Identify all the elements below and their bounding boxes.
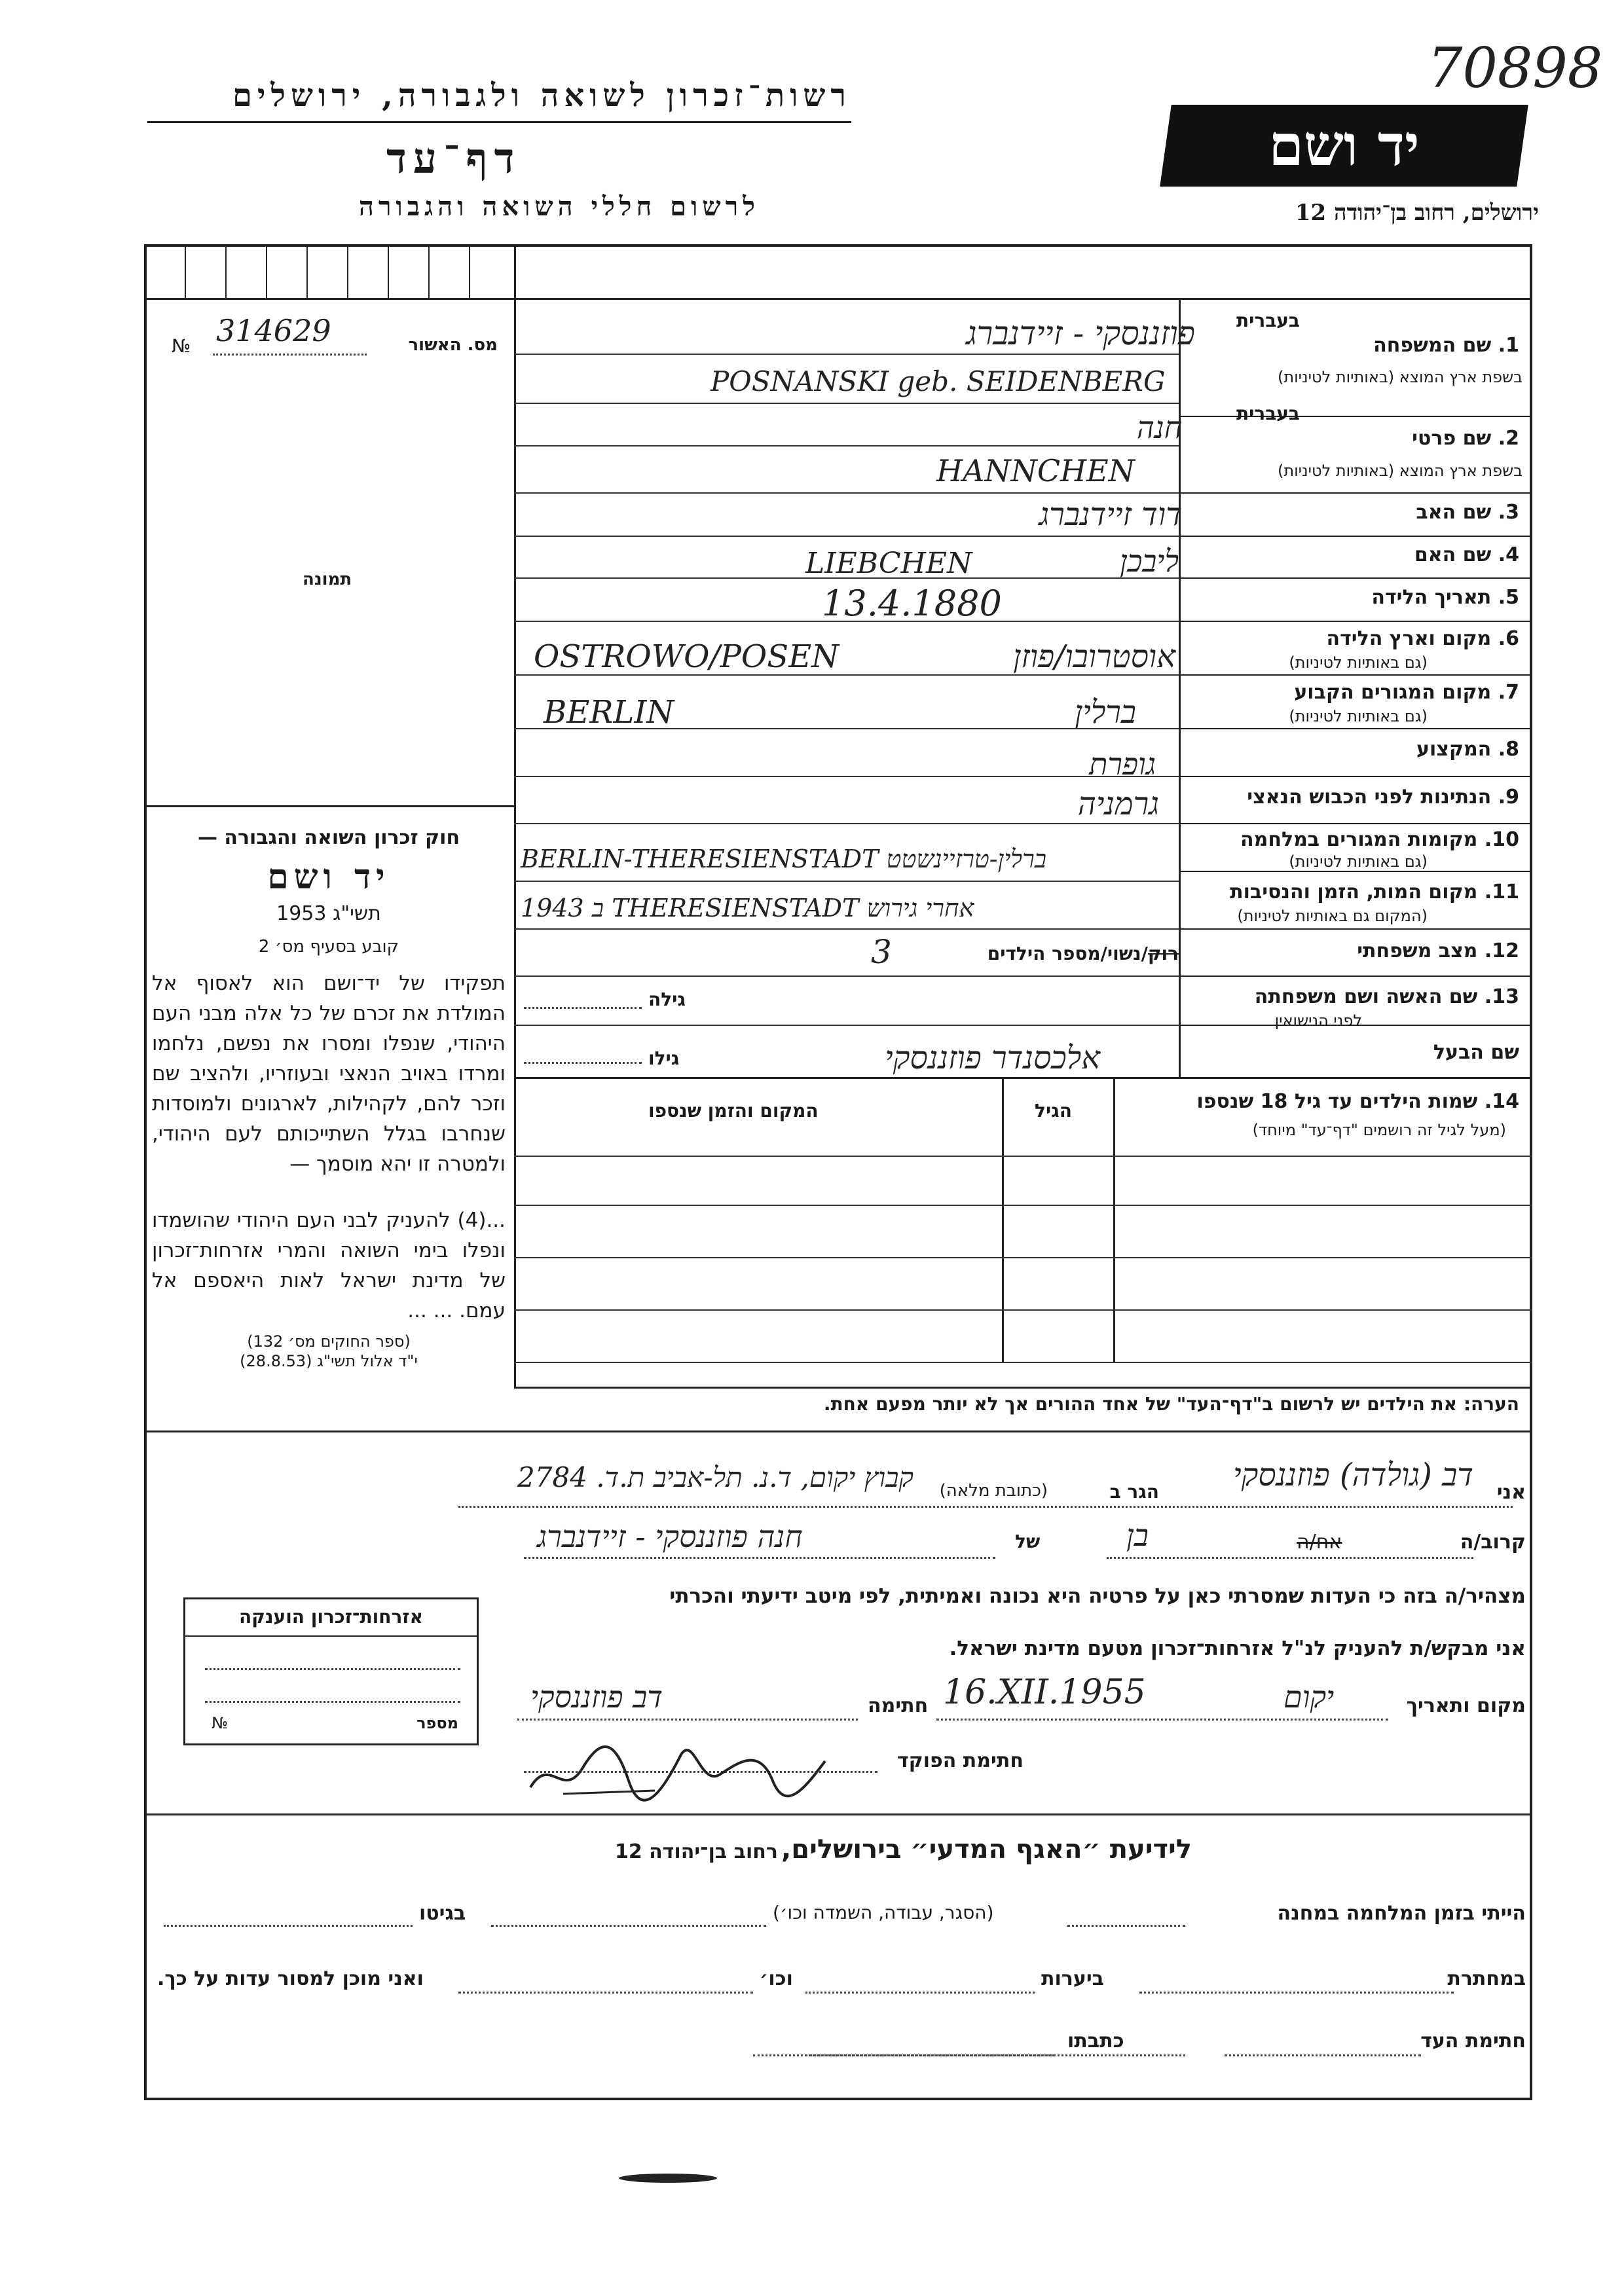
children-section-label: 14. שמות הילדים עד גיל 18 שנספו — [1196, 1090, 1519, 1113]
mother-name-latin: LIEBCHEN — [805, 547, 972, 580]
declarant-name: דב (גולדה) פוזננסקי — [1233, 1457, 1473, 1493]
law-title: חוק זכרון השואה והגבורה — — [197, 826, 460, 849]
field-8-label: 8. המקצוע — [1416, 738, 1519, 761]
science-ghetto-label: בגיטו — [419, 1902, 466, 1925]
surname-hebrew: פוזננסקי - זיידנברג — [966, 314, 1195, 352]
officer-signature-label: חתימת הפוקד — [897, 1749, 1024, 1772]
field-1-label: 1. שם המשפחה — [1373, 334, 1519, 357]
profession: גופרת — [1089, 746, 1156, 782]
declaration-ani: אני — [1496, 1481, 1526, 1504]
declaration-relative: קרוב/ה — [1460, 1531, 1526, 1554]
science-testimony-label: ואני מוכן למסור עדות על כך. — [157, 1967, 424, 1990]
field-13-sublabel: לפני הנישואין — [1274, 1011, 1362, 1030]
form-subtitle: לרשום חללי השואה והגבורה — [358, 191, 760, 222]
wartime-residence: BERLIN-THERESIENSTADT ברלין-טרזיינשטט — [521, 845, 1047, 873]
top-strip-line — [144, 298, 1532, 300]
relation-value: בן — [1126, 1518, 1149, 1553]
first-name-latin: HANNCHEN — [936, 453, 1135, 488]
science-title-main: לידיעת ״האגף המדעי״ בירושלים, — [781, 1834, 1192, 1865]
marital-status-options — [987, 943, 1179, 964]
law-year: תשי"ג 1953 — [276, 902, 381, 925]
law-paragraph-2: ...(4) להעניק לבני העם היהודי שהושמדו ונפלו בימי השואה והמרי אזרחות־זכרון של מדינת ישראל לאות היאספם אל עמם. ... ... — [152, 1209, 506, 1322]
approval-label: מס. האשור — [408, 335, 498, 355]
organization-line: רשות־זכרון לשואה ולגבורה, ירושלים — [232, 77, 851, 114]
law-paragraph-1: תפקידו של יד־ושם הוא לאסוף אל המולדת את זכרם של כל אלה מבני העם היהודי, שנפלו ומסרו את נפשם, נלחמו ומרדו באויב הנאצי ובעוזריו, ולהציב שם וזכר להם, לקהילות, לארגונים ולמוסדות שנחרבו בגלל השתייכותם לעם היהודי, ולמטרה זו יהא מוסמך — — [152, 972, 506, 1176]
children-section-sublabel: (מעל לגיל זה רושמים "דף־עד" מיוחד) — [1252, 1121, 1506, 1139]
science-forests-label: ביערות — [1041, 1967, 1104, 1990]
witness-signature-label: חתימת העד — [1420, 2030, 1526, 2052]
left-column-divider — [514, 244, 516, 1387]
field-7-sublabel: (גם באותיות לטיניות) — [1289, 707, 1428, 725]
declaration-request: אני מבקש/ת להעניק לנ"ל אזרחות־זכרון מטעם מדינת ישראל. — [949, 1637, 1526, 1660]
law-reference-2: י"ד אלול תשי"ג (28.8.53) — [240, 1352, 418, 1370]
hebrew-tag-1: בעברית — [1236, 310, 1300, 331]
declaration-statement: מצהיר/ה בזה כי העדות שמסרתי כאן על פרטיה היא נכונה ואמיתית, לפי מיטב ידיעתי והכרתי — [669, 1584, 1526, 1608]
science-title — [615, 1834, 1192, 1865]
citizenship-number-symbol: № — [212, 1714, 228, 1732]
citizenship-number-label: מספר — [416, 1714, 458, 1732]
archive-number: 70898 — [1428, 36, 1603, 100]
field-5-label: 5. תאריך הלידה — [1371, 586, 1519, 609]
declarant-signature: דב פוזננסקי — [530, 1679, 663, 1715]
nationality: גרמניה — [1077, 786, 1159, 822]
husband-name: אלכסנדר פוזננסקי — [885, 1040, 1100, 1076]
wife-age-label: גילה — [648, 989, 686, 1010]
marital-status-struck: רוק — [1147, 943, 1179, 964]
field-2-sublabel: בשפת ארץ המוצא (באותיות לטיניות) — [1278, 462, 1522, 480]
residence-hebrew: ברלין — [1075, 694, 1136, 731]
death-details: 1943 ב THERESIENSTADT אחרי גירוש — [521, 894, 974, 922]
signature-label: חתימה — [868, 1694, 929, 1717]
photo-label: תמונה — [303, 570, 352, 589]
field-12-label: 12. מצב משפחתי — [1357, 939, 1519, 962]
birth-date: 13.4.1880 — [822, 583, 1002, 624]
declarant-address: קבוץ יקום, ד.נ. תל-אביב ת.ד. 2784 — [517, 1461, 913, 1493]
husband-label: שם הבעל — [1433, 1041, 1519, 1064]
science-etc-label: וכו׳ — [760, 1967, 793, 1990]
field-1-sublabel: בשפת ארץ המוצא (באותיות לטיניות) — [1278, 368, 1522, 386]
approval-symbol: № — [172, 335, 191, 357]
children-count: 3 — [871, 933, 892, 971]
declaration-lives-at: הגר ב — [1109, 1481, 1159, 1503]
org-underline — [147, 121, 851, 123]
marital-status-rest: /נשוי/מספר הילדים — [987, 943, 1148, 964]
yad-vashem-logo — [1160, 105, 1528, 187]
field-4-label: 4. שם האם — [1414, 543, 1519, 566]
science-title-address: רחוב בן־יהודה 12 — [614, 1840, 778, 1863]
citizenship-box-title: אזרחות־זכרון הוענקה — [239, 1606, 423, 1628]
field-6-label: 6. מקום וארץ הלידה — [1326, 627, 1519, 650]
field-13-label: 13. שם האשה ושם משפחתה — [1254, 985, 1519, 1008]
field-3-label: 3. שם האב — [1416, 501, 1519, 524]
science-camp-types: (הסגר, עבודה, השמדה וכו׳) — [773, 1902, 994, 1923]
approval-number: 314629 — [216, 313, 331, 348]
science-camp-label: הייתי בזמן המלחמה במחנה — [1277, 1902, 1526, 1925]
law-clause: קובע בסעיף מס׳ 2 — [258, 937, 399, 957]
field-11-label: 11. מקום המות, הזמן והנסיבות — [1230, 881, 1519, 903]
declaration-full-address: (כתובת מלאה) — [939, 1481, 1048, 1501]
field-2-label: 2. שם פרטי — [1412, 427, 1519, 450]
declaration-of: של — [1015, 1531, 1041, 1552]
mother-name-hebrew: ליבכן — [1120, 543, 1179, 579]
first-name-hebrew: חנה — [1136, 410, 1182, 445]
relation-struck: אח/ה — [1297, 1531, 1342, 1554]
field-11-sublabel: (המקום גם באותיות לטיניות) — [1237, 907, 1428, 925]
note-text: הערה: את הילדים יש לרשום ב"דף־העד" של אחד ההורים אך לא יותר מפעם אחת. — [823, 1393, 1519, 1415]
science-underground-label: במחתרת — [1447, 1967, 1526, 1990]
relative-name: חנה פוזננסקי - זיידנברג — [537, 1519, 803, 1554]
residence-latin: BERLIN — [544, 694, 674, 731]
place-date-label: מקום ותאריך — [1406, 1694, 1526, 1717]
field-6-sublabel: (גם באותיות לטיניות) — [1289, 653, 1428, 672]
law-box — [152, 826, 506, 1370]
officer-signature — [524, 1728, 832, 1807]
husband-age-label: גילו — [648, 1048, 680, 1069]
field-9-label: 9. הנתינות לפני הכבוש הנאצי — [1247, 786, 1519, 809]
law-reference-1: (ספר החוקים מס׳ 132) — [247, 1332, 411, 1351]
citizenship-box — [183, 1597, 479, 1745]
hebrew-tag-2: בעברית — [1236, 403, 1300, 424]
birth-place-hebrew: אוסטרובו/פוזן — [1013, 638, 1175, 675]
field-10-sublabel: (גם באותיות לטיניות) — [1289, 852, 1428, 871]
declaration-date: 16.XII.1955 — [943, 1673, 1146, 1712]
field-10-label: 10. מקומות המגורים במלחמה — [1240, 828, 1519, 851]
header-address: ירושלים, רחוב בן־יהודה 12 — [1295, 200, 1539, 226]
father-name: דוד זיידנברג — [1039, 496, 1182, 533]
ink-mark — [619, 2174, 717, 2183]
children-age-column: הגיל — [1035, 1100, 1072, 1121]
law-logo: יד ושם — [267, 857, 390, 897]
birth-place-latin: OSTROWO/POSEN — [534, 638, 840, 675]
declaration-place: יקום — [1283, 1679, 1335, 1715]
form-title: דף־עד — [386, 134, 521, 183]
field-7-label: 7. מקום המגורים הקבוע — [1294, 681, 1519, 704]
children-place-column: המקום והזמן שנספו — [648, 1100, 819, 1121]
surname-latin: POSNANSKI geb. SEIDENBERG — [710, 365, 1166, 397]
witness-address-label: כתבתו — [1067, 2030, 1124, 2052]
logo-text: יד ושם — [1268, 113, 1420, 179]
